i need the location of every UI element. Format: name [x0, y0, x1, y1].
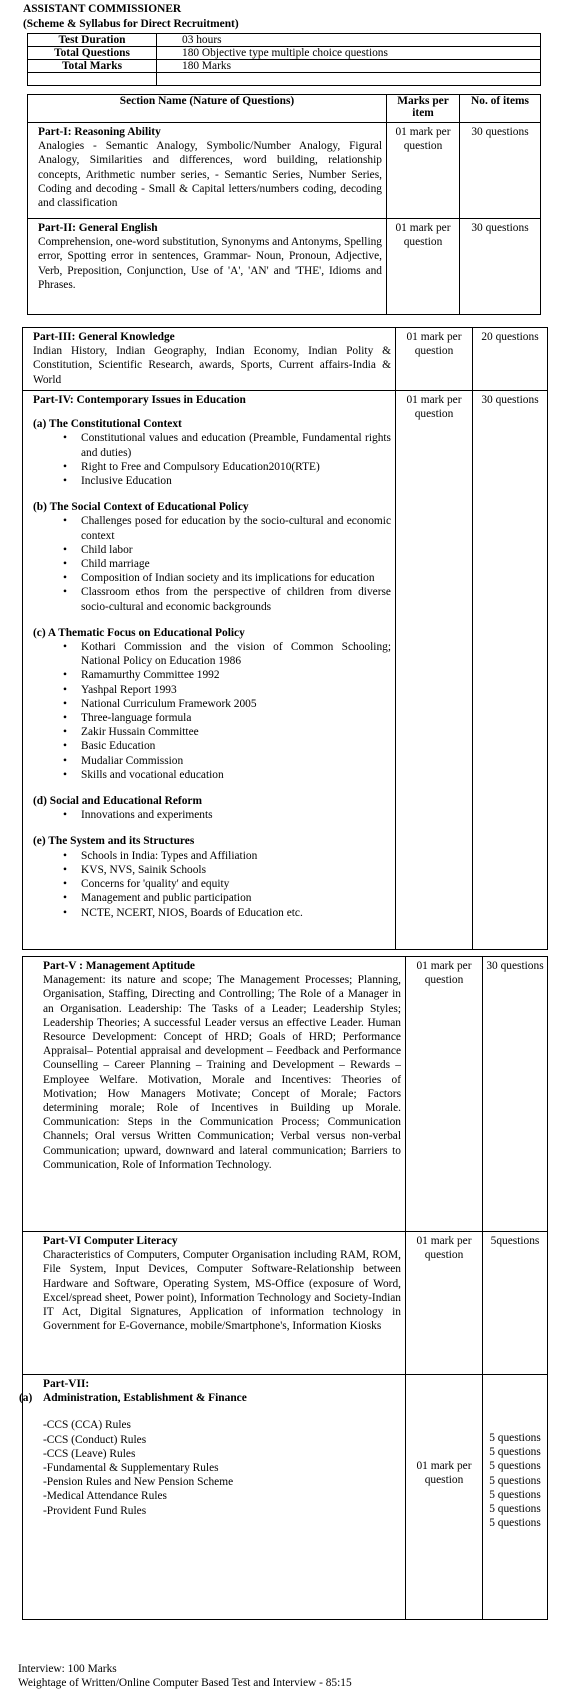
part-marks: 01 mark per question [396, 328, 473, 391]
summary-table [27, 33, 541, 86]
part-description: Management: its nature and scope; The Management Processes; Planning, Organisation, Staffing, Directing and Controlling; The Role of a Manager in an Organisation. Leadership: The Tasks of a Leader; Leadership Styles; Leadership Theories; A successful Leader versus an effective Leader. Human Resource Development: Concept of HRD; Goals of HRD; Performance Appraisal– Potential appraisal and development – Feedback and Performance Counselling – Career Planning – Training and Development – Rewards – Employee Welfare. Motivation, Morale and Incentives: Theories of Motivation; How Managers Motivate; Concept of Morale; Factors determining morale; Role of Incentives in Building up Morale. Communication: Steps in the Communication Process; Communication Channels; Oral versus Written Communication; Verbal versus non-verbal Communication; upward, downward and lateral communication; Barriers to Communication, Role of Information Technology. [43, 974, 401, 1171]
bullet-list [33, 808, 391, 822]
subsection-title: (d) Social and Educational Reform [33, 795, 202, 808]
part-section-cell [28, 219, 387, 315]
syllabus-table-2 [22, 327, 548, 950]
list-item: • NCTE, NCERT, NIOS, Boards of Education etc. [81, 906, 391, 920]
part-marks: 01 mark per question [406, 1375, 483, 1620]
rule-count: 5 questions [489, 1460, 541, 1473]
list-item: • Ramamurthy Committee 1992 [81, 668, 391, 682]
rule-item: -CCS (Conduct) Rules [43, 1433, 147, 1446]
part-title: Part-VII: [43, 1378, 90, 1390]
bullet-list [33, 849, 391, 920]
part-description: Comprehension, one-word substitution, Synonyms and Antonyms, Spelling error, Spotting error in sentences, Grammar- Noun, Pronoun, Adjective, Verb, Preposition, Conjunction, Use of 'A', 'AN' and 'THE', Idioms and Phrases. [38, 236, 382, 291]
part-section-cell [19, 1375, 406, 1620]
summary-row [28, 47, 541, 60]
bullet-list [33, 514, 391, 613]
empty-cell [28, 73, 157, 86]
rule-count: 5 questions [489, 1488, 541, 1501]
rule-item: -Fundamental & Supplementary Rules [43, 1462, 219, 1475]
list-item: • Inclusive Education [81, 474, 391, 488]
column-header-count: No. of items [460, 95, 541, 123]
rule-item: -CCS (Leave) Rules [43, 1447, 136, 1460]
syllabus-table-1 [27, 94, 541, 315]
summary-label: Total Questions [28, 47, 157, 60]
part-count: 5questions [483, 1232, 548, 1375]
rule-item: -Pension Rules and New Pension Scheme [43, 1476, 234, 1489]
part-title: Part-IV: Contemporary Issues in Education [33, 394, 246, 406]
bullet-list [33, 640, 391, 782]
part-title: Part-I: Reasoning Ability [38, 126, 161, 138]
summary-row-empty [28, 73, 541, 86]
subsection-title: Administration, Establishment & Finance [43, 1392, 247, 1405]
list-item: • Mudaliar Commission [81, 754, 391, 768]
header-row [28, 95, 541, 123]
bullet-list [33, 431, 391, 488]
part-description: Characteristics of Computers, Computer Organisation including RAM, ROM, File System, Input Devices, Computer Software-Relationship between Hardware and Software, Operating System, MS-Office (exposure of Word, Excel/spread sheet, Power point), Information Technology and Society-Indian IT Act, Digital Signatures, Application of information technology in Government for E-Governance, mobile/Smartphone's, Information Kiosks [43, 1249, 401, 1333]
list-item: • Child labor [81, 543, 391, 557]
column-header-section: Section Name (Nature of Questions) [28, 95, 387, 123]
part-count: 20 questions [473, 328, 548, 391]
rule-count: 5 questions [489, 1517, 541, 1530]
syllabus-table-3 [19, 956, 548, 1620]
part-section-cell [23, 328, 396, 391]
list-item: • Kothari Commission and the vision of Common Schooling; National Policy on Education 1986 [81, 640, 391, 668]
part-count: 30 questions [473, 391, 548, 950]
summary-value: 03 hours [157, 34, 541, 47]
part-description: Indian History, Indian Geography, Indian Economy, Indian Polity & Constitution, Scientific Research, awards, Sports, Current affairs-India & World [33, 345, 391, 386]
list-item: • Constitutional values and education (Preamble, Fundamental rights and duties) [81, 431, 391, 459]
list-item: • National Curriculum Framework 2005 [81, 697, 391, 711]
part-title: Part-V : Management Aptitude [43, 960, 195, 972]
part-row [23, 957, 548, 1232]
part-marks: 01 mark per question [396, 391, 473, 950]
rule-item: -Provident Fund Rules [43, 1504, 147, 1517]
part-marks: 01 mark per question [387, 123, 460, 219]
rule-count: 5 questions [489, 1432, 541, 1444]
part-count: 30 questions [460, 123, 541, 219]
subsection-title: (e) The System and its Structures [33, 835, 195, 848]
list-item: • Innovations and experiments [81, 808, 391, 822]
summary-value: 180 Marks [157, 60, 541, 73]
list-item: • Concerns for 'quality' and equity [81, 877, 391, 891]
part-title: Part-III: General Knowledge [33, 331, 175, 343]
part-title: Part-VI Computer Literacy [43, 1235, 178, 1247]
subsection-title: (a) The Constitutional Context [33, 418, 182, 431]
subsection-marker: (a) [19, 1392, 33, 1405]
part-row [23, 328, 548, 391]
part-row [28, 123, 541, 219]
part-marks: 01 mark per question [406, 1232, 483, 1375]
list-item: • Child marriage [81, 557, 391, 571]
list-item: • Challenges posed for education by the socio-cultural and economic context [81, 514, 391, 542]
part-row [23, 1232, 548, 1375]
rule-count: 5 questions [489, 1474, 541, 1487]
summary-row [28, 34, 541, 47]
column-header-marks: Marks per item [387, 95, 460, 123]
list-item: • Skills and vocational education [81, 768, 391, 782]
document-title: ASSISTANT COMMISSIONER [23, 3, 182, 15]
summary-label: Total Marks [28, 60, 157, 73]
empty-cell [157, 73, 541, 86]
part-row [23, 391, 548, 950]
subsection-title: (b) The Social Context of Educational Policy [33, 501, 249, 514]
part-section-cell [28, 123, 387, 219]
list-item: • Management and public participation [81, 891, 391, 905]
part-row [28, 219, 541, 315]
list-item: • Zakir Hussain Committee [81, 725, 391, 739]
interview-marks: Interview: 100 Marks [18, 1663, 117, 1675]
list-item: • Classroom ethos from the perspective of children from diverse socio-cultural and economic backgrounds [81, 585, 391, 613]
list-item: • Composition of Indian society and its implications for education [81, 571, 391, 585]
weightage-note: Weightage of Written/Online Computer Based Test and Interview - 85:15 [18, 1677, 352, 1689]
list-item: • KVS, NVS, Sainik Schools [81, 863, 391, 877]
rule-item: -CCS (CCA) Rules [43, 1419, 131, 1432]
part-description: Analogies - Semantic Analogy, Symbolic/Number Analogy, Figural Analogy, Similarities and differences, word building, relationship concepts, Arithmetic number series, - Semantic Series, Number Series, Coding and decoding - Small & Capital letters/numbers coding, decoding and classification [38, 140, 382, 210]
rule-item: -Medical Attendance Rules [43, 1490, 167, 1503]
part-count: 30 questions [483, 957, 548, 1232]
list-item: • Three-language formula [81, 711, 391, 725]
list-item: • Schools in India: Types and Affiliation [81, 849, 391, 863]
subsection-title: (c) A Thematic Focus on Educational Policy [33, 626, 245, 639]
rules-list [23, 1418, 401, 1517]
rule-count: 5 questions [489, 1503, 541, 1516]
list-item: • Basic Education [81, 739, 391, 753]
part-row [23, 1375, 548, 1620]
list-item: • Yashpal Report 1993 [81, 683, 391, 697]
part-section-cell [23, 957, 406, 1232]
summary-value: 180 Objective type multiple choice questions [157, 47, 541, 60]
part-count-list [483, 1375, 548, 1620]
summary-label: Test Duration [28, 34, 157, 47]
part-marks: 01 mark per question [387, 219, 460, 315]
list-item: • Right to Free and Compulsory Education2010(RTE) [81, 460, 391, 474]
rule-count: 5 questions [489, 1446, 541, 1459]
part-section-cell [23, 1232, 406, 1375]
document-subtitle: (Scheme & Syllabus for Direct Recruitment) [23, 18, 239, 30]
part-count: 30 questions [460, 219, 541, 315]
summary-row [28, 60, 541, 73]
part-title: Part-II: General English [38, 222, 158, 234]
part-marks: 01 mark per question [406, 957, 483, 1232]
part-section-cell [23, 391, 396, 950]
subsection-heading [19, 1391, 401, 1405]
